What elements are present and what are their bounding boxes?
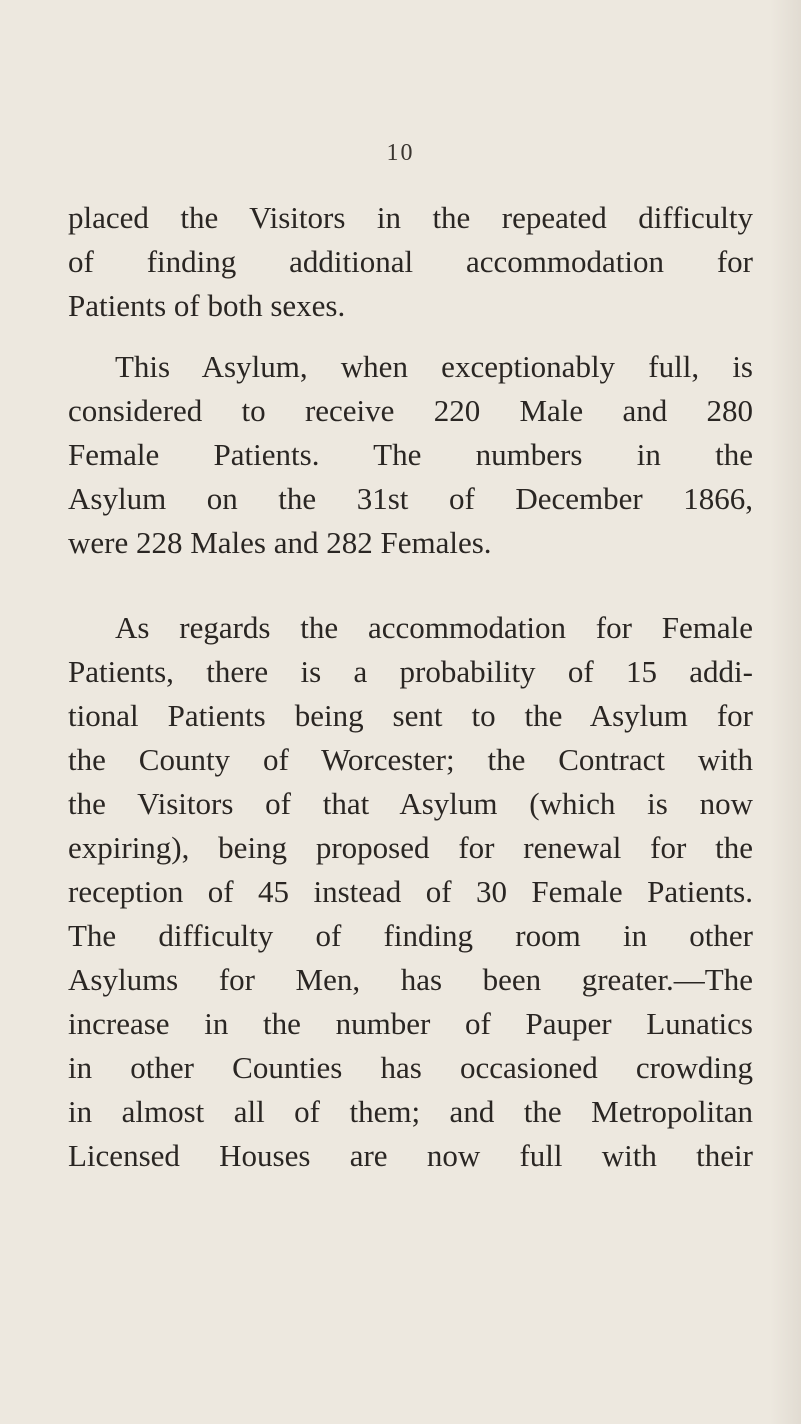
page-number: 10 bbox=[386, 140, 415, 166]
text-line: were 228 Males and 282 Females. bbox=[68, 525, 492, 560]
text-line: in almost all of them; and the Metropolitan bbox=[68, 1094, 753, 1129]
text-line: the Visitors of that Asylum (which is now bbox=[68, 786, 753, 821]
text-line: Patients of both sexes. bbox=[68, 288, 346, 323]
paragraph-2 bbox=[68, 345, 753, 565]
paragraph-3 bbox=[68, 606, 753, 1178]
text-line: considered to receive 220 Male and 280 bbox=[68, 393, 753, 428]
text-line: reception of 45 instead of 30 Female Patients. bbox=[68, 874, 753, 909]
text-line: expiring), being proposed for renewal for the bbox=[68, 830, 753, 865]
paragraph-1 bbox=[68, 196, 753, 328]
text-line: increase in the number of Pauper Lunatics bbox=[68, 1006, 753, 1041]
text-line: This Asylum, when exceptionably full, is bbox=[115, 349, 753, 384]
text-line: Licensed Houses are now full with their bbox=[68, 1138, 753, 1173]
text-line: placed the Visitors in the repeated difficulty bbox=[68, 200, 753, 235]
text-line: Asylums for Men, has been greater.—The bbox=[68, 962, 753, 997]
text-line: in other Counties has occasioned crowding bbox=[68, 1050, 753, 1085]
text-line: Female Patients. The numbers in the bbox=[68, 437, 753, 472]
text-line: The difficulty of finding room in other bbox=[68, 918, 753, 953]
text-line: tional Patients being sent to the Asylum for bbox=[68, 698, 753, 733]
text-line: As regards the accommodation for Female bbox=[115, 610, 753, 645]
text-line: Asylum on the 31st of December 1866, bbox=[68, 481, 753, 516]
text-line: of finding additional accommodation for bbox=[68, 244, 753, 279]
text-line: Patients, there is a probability of 15 addi- bbox=[68, 654, 753, 689]
text-line: the County of Worcester; the Contract with bbox=[68, 742, 753, 777]
